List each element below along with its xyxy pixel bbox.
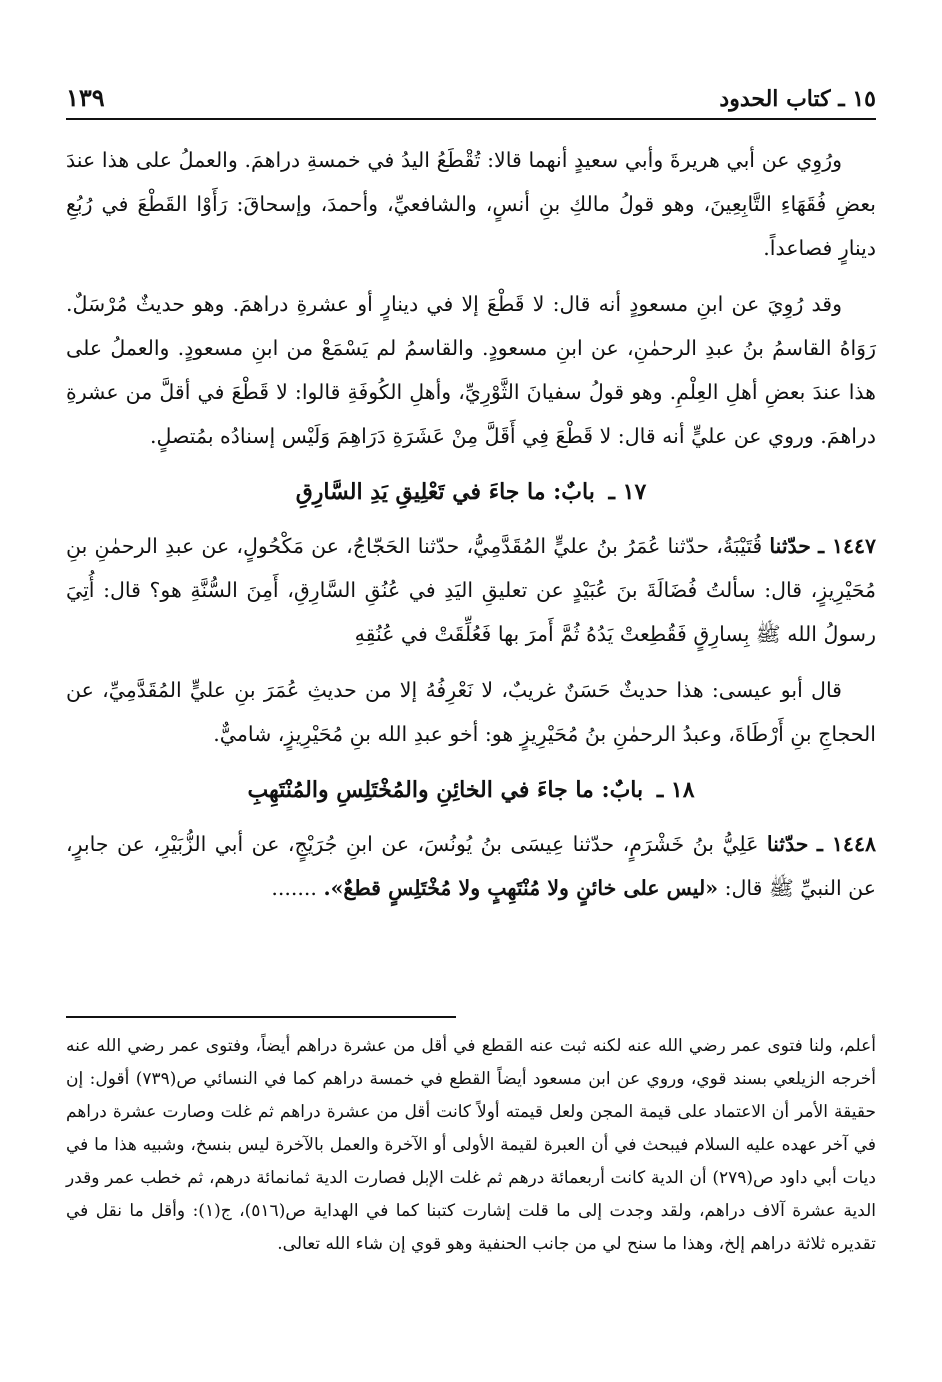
- hadith-1448-text: عَلِيُّ بنُ خَشْرَمٍ، حدّثنا عِيسَى بنُ يُونُسَ، عن ابنِ جُرَيْجٍ، عن أبي الزُّبَيْرِ، عن جابرٍ، عن النبيِّ ﷺ قال:: [66, 832, 876, 900]
- hadith-1447-narration: حدّثنا: [769, 534, 811, 558]
- hadith-1448-quote: «ليس على خائنٍ ولا مُنْتَهِبٍ ولا مُخْتَلِسٍ قطعٌ».: [323, 876, 719, 900]
- paragraph-1: ورُوِي عن أبي هريرةَ وأبي سعيدٍ أنهما قالا: تُقْطَعُ اليدُ في خمسةِ دراهمَ. والعملُ على هذا عندَ بعضِ فُقَهَاءِ التَّابِعِينَ، وهو قولُ مالكِ بنِ أنسٍ، والشافعيِّ، وأحمدَ، وإسحاقَ: رَأَوْا القَطْعَ في رُبُعِ دينارٍ فصاعداً.: [66, 148, 876, 260]
- heading-18-text: بابٌ: ما جاءَ في الخائِنِ والمُخْتَلِسِ والمُنْتَهِبِ: [247, 777, 644, 803]
- hadith-1448: [66, 822, 876, 910]
- heading-18-number: ١٨ ـ: [656, 777, 695, 803]
- footnote-divider: [66, 1016, 456, 1018]
- hadith-1448-number: ١٤٤٨ ـ: [816, 832, 876, 856]
- hadith-1448-ellipsis: .......: [271, 876, 324, 900]
- page-header: [66, 78, 876, 120]
- footnote: أعلم، ولنا فتوى عمر رضي الله عنه لكنه ثبت عنه القطع في أقل من عشرة دراهم أيضاً، وفتوى عمر رضي الله عنه أخرجه الزيلعي بسند قوي، وروي عن ابن مسعود أيضاً القطع في خمسة دراهم كما في النسائي ص(٧٣٩) أقول: إن حقيقة الأمر أن الاعتماد على قيمة المجن ولعل قيمته أولاً كانت أقل من عشرة دراهم ثم غلت وصارت عشرة دراهم في آخر عهده عليه السلام فيبحث في أن العبرة لقيمة الأولى أو الآخرة والعمل بالآخرة ليس بنسخ، وشبيه هذا ما في ديات أبي داود ص(٢٧٩) أن الدية كانت أربعمائة درهم ثم غلت الإبل فصارت الدية ثمانمائة درهم، ثم خطب عمر وقدر الدية عشرة آلاف دراهم، ولقد وجدت إلى ما قلت إشارت كتبنا كما في الهداية ص(٥١٦)، ج(١): وأقل ما نقل في تقديره ثلاثة دراهم إلخ، وهذا ما سنح لي من جانب الحنفية وهو قوي إن شاء الله تعالى.: [66, 1036, 877, 1254]
- hadith-1447-number: ١٤٤٧ ـ: [818, 534, 876, 558]
- chapter-title: ١٥ ـ كتاب الحدود: [719, 86, 876, 112]
- chapter-heading-17: [66, 470, 876, 514]
- hadith-1448-narration: حدّثنا: [766, 832, 809, 856]
- page-number: ١٣٩: [66, 83, 105, 112]
- chapter-heading-18: [66, 768, 876, 812]
- heading-17-text: بابٌ: ما جاءَ في تَعْلِيقِ يَدِ السَّارِقِ: [295, 479, 595, 505]
- main-text: [66, 138, 876, 922]
- paragraph-abu-isa: قال أبو عيسى: هذا حديثٌ حَسَنٌ غريبٌ، لا نَعْرِفُهُ إلا من حديثِ عُمَرَ بنِ عليٍّ المُقَدَّمِيِّ، عن الحجاجِ بنِ أَرْطَاةَ، وعبدُ الرحمٰنِ بنُ مُحَيْرِيزٍ هو: أخو عبدِ الله بنِ مُحَيْرِيزٍ، شاميٌّ.: [66, 678, 876, 746]
- heading-17-number: ١٧ ـ: [608, 479, 647, 505]
- hadith-1447: [66, 524, 876, 656]
- hadith-1447-text: قُتَيْبَةُ، حدّثنا عُمَرُ بنُ عليٍّ المُقَدَّمِيُّ، حدّثنا الحَجّاجُ، عن مَكْحُولٍ، عن عبدِ الرحمٰنِ بنِ مُحَيْرِيزٍ، قال: سألتُ فُضَالَةَ بنَ عُبَيْدٍ عن تعليقِ اليَدِ في عُنُقِ السَّارِقِ، أَمِنَ السُّنَّةِ هو؟ قال: أُتِيَ رسولُ الله ﷺ بِسارِقٍ فَقُطِعتْ يَدُهُ ثُمَّ أَمرَ بها فَعُلِّقَتْ في عُنُقِهِ: [66, 534, 876, 646]
- paragraph-2: وقد رُوِيَ عن ابنِ مسعودٍ أنه قال: لا قَطْعَ إلا في دينارٍ أو عشرةِ دراهمَ. وهو حديثٌ مُرْسَلٌ. رَوَاهُ القاسمُ بنُ عبدِ الرحمٰنِ، عن ابنِ مسعودٍ. والقاسمُ لم يَسْمَعْ من ابنِ مسعودٍ. والعملُ على هذا عندَ بعضِ أهلِ العِلْمِ. وهو قولُ سفيانَ الثَّوْرِيِّ، وأهلِ الكُوفَةِ قالوا: لا قَطْعَ في أقلَّ من عشرةِ دراهمَ. وروي عن عليٍّ أنه قال: لا قَطْعَ فِي أَقَلَّ مِنْ عَشَرَةِ دَرَاهِمَ وَلَيْس إسنادُه بمُتصلٍ.: [66, 292, 876, 448]
